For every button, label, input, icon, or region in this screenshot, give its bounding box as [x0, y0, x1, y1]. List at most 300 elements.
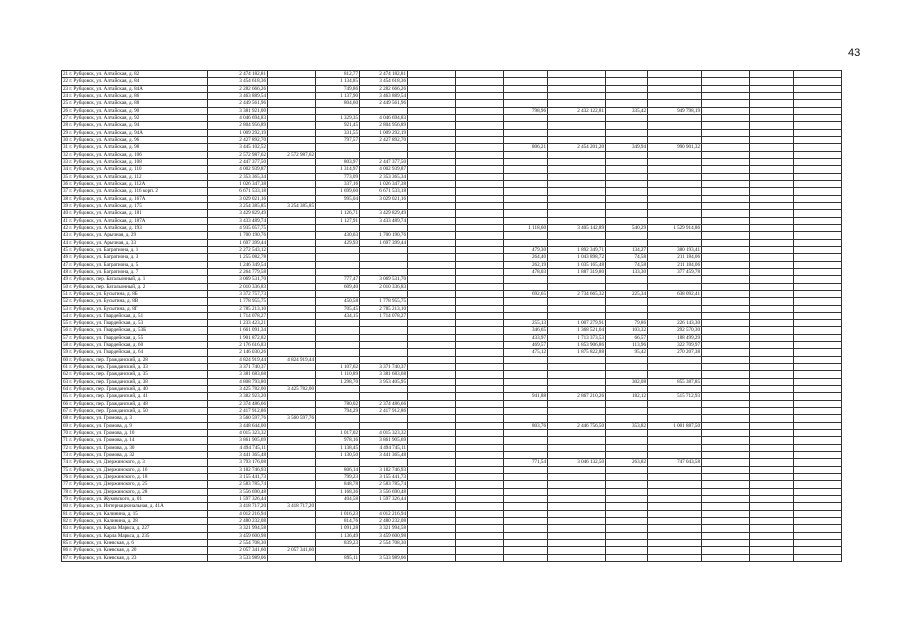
empty-cell: [750, 481, 794, 488]
value-cell: [548, 195, 606, 202]
value-cell: [504, 312, 548, 319]
value-cell: [702, 276, 750, 283]
table-row: [62, 246, 842, 253]
value-cell: [268, 85, 316, 92]
value-cell: [360, 261, 408, 268]
empty-cell: [750, 224, 794, 231]
empty-cell: [794, 158, 842, 165]
value-cell: [408, 246, 456, 253]
value-cell: [606, 92, 648, 99]
table-row: [62, 290, 842, 297]
empty-cell: [794, 349, 842, 356]
value-cell: 3 463 889,54: [208, 92, 268, 99]
value-cell: [268, 268, 316, 275]
table-row: [62, 239, 842, 246]
empty-cell: [794, 320, 842, 327]
value-cell: [648, 400, 702, 407]
value-cell: [456, 78, 504, 85]
value-cell: 515 712,93: [648, 393, 702, 400]
value-cell: [504, 547, 548, 554]
value-cell: [408, 261, 456, 268]
value-cell: 3 429 829,49: [360, 210, 408, 217]
value-cell: [504, 364, 548, 371]
value-cell: [456, 195, 504, 202]
value-cell: 1 001 887,50: [648, 422, 702, 429]
table-row: [62, 122, 842, 129]
table-row: [62, 342, 842, 349]
value-cell: [648, 180, 702, 187]
address-cell: 77 г. Рубцовск, ул. Дзержинского, д. 25: [62, 481, 208, 488]
value-cell: 2 417 912,86: [360, 408, 408, 415]
value-cell: [408, 444, 456, 451]
value-cell: [606, 415, 648, 422]
value-cell: [702, 312, 750, 319]
value-cell: 3 069 531,70: [208, 276, 268, 283]
table-row: [62, 173, 842, 180]
value-cell: [268, 92, 316, 99]
value-cell: [606, 371, 648, 378]
value-cell: [548, 415, 606, 422]
value-cell: 3 448 644,00: [208, 422, 268, 429]
value-cell: 941,88: [504, 393, 548, 400]
value-cell: [504, 239, 548, 246]
value-cell: [456, 210, 504, 217]
value-cell: [548, 283, 606, 290]
value-cell: 1 529 914,86: [648, 224, 702, 231]
value-cell: [504, 554, 548, 561]
value-cell: 434,15: [316, 312, 360, 319]
value-cell: [702, 452, 750, 459]
value-cell: 1 713 373,53: [548, 334, 606, 341]
value-cell: [408, 371, 456, 378]
value-cell: 322 709,97: [648, 342, 702, 349]
value-cell: [456, 239, 504, 246]
value-cell: [456, 378, 504, 385]
value-cell: 1 118,60: [504, 224, 548, 231]
table-row: [62, 320, 842, 327]
value-cell: [456, 107, 504, 114]
value-cell: 2 449 561,96: [208, 100, 268, 107]
value-cell: 3 254 385,85: [208, 202, 268, 209]
address-cell: 21 г. Рубцовск, ул. Алтайская, д. 82: [62, 71, 208, 78]
value-cell: [504, 356, 548, 363]
empty-cell: [750, 378, 794, 385]
value-cell: [702, 408, 750, 415]
value-cell: [606, 136, 648, 143]
table-row: [62, 364, 842, 371]
address-cell: 86 г. Рубцовск, ул. Киевская, д. 20: [62, 547, 208, 554]
value-cell: [548, 92, 606, 99]
value-cell: [408, 151, 456, 158]
value-cell: [606, 151, 648, 158]
value-cell: [316, 144, 360, 151]
value-cell: [504, 525, 548, 532]
value-cell: 3 182 746,93: [360, 466, 408, 473]
value-cell: [702, 422, 750, 429]
value-cell: [408, 452, 456, 459]
value-cell: [456, 217, 504, 224]
value-cell: [606, 180, 648, 187]
value-cell: [408, 166, 456, 173]
value-cell: 74,58: [606, 261, 648, 268]
value-cell: 2 432 122,81: [548, 107, 606, 114]
value-cell: [456, 261, 504, 268]
value-cell: [268, 422, 316, 429]
value-cell: [408, 554, 456, 561]
value-cell: [408, 356, 456, 363]
value-cell: [606, 444, 648, 451]
address-cell: 34 г. Рубцовск, ул. Алтайская, д. 110: [62, 166, 208, 173]
value-cell: [548, 129, 606, 136]
address-cell: 67 г. Рубцовск, пер. Гражданский, д. 50: [62, 408, 208, 415]
value-cell: [408, 510, 456, 517]
value-cell: [408, 320, 456, 327]
value-cell: [408, 210, 456, 217]
value-cell: [606, 298, 648, 305]
value-cell: 3 155 441,73: [208, 474, 268, 481]
table-row: [62, 378, 842, 385]
value-cell: 1 017,02: [316, 430, 360, 437]
table-row: [62, 474, 842, 481]
value-cell: [504, 92, 548, 99]
value-cell: [456, 554, 504, 561]
value-cell: [648, 276, 702, 283]
value-cell: [268, 195, 316, 202]
value-cell: [456, 268, 504, 275]
value-cell: 4 012 216,94: [360, 510, 408, 517]
value-cell: 3 321 994,58: [360, 525, 408, 532]
value-cell: [456, 232, 504, 239]
empty-cell: [794, 532, 842, 539]
value-cell: [408, 334, 456, 341]
value-cell: [360, 547, 408, 554]
value-cell: [268, 261, 316, 268]
table-row: [62, 100, 842, 107]
value-cell: 814,76: [316, 518, 360, 525]
value-cell: [456, 122, 504, 129]
value-cell: 226 143,30: [648, 320, 702, 327]
value-cell: [408, 239, 456, 246]
value-cell: [316, 334, 360, 341]
value-cell: [606, 100, 648, 107]
value-cell: [702, 129, 750, 136]
value-cell: 6 671 533,18: [208, 188, 268, 195]
value-cell: 3 381 921,00: [208, 107, 268, 114]
value-cell: [408, 173, 456, 180]
address-cell: 84 г. Рубцовск, ул. Карла Маркса, д. 235: [62, 532, 208, 539]
value-cell: [606, 85, 648, 92]
value-cell: [268, 224, 316, 231]
value-cell: 3 556 690,48: [360, 488, 408, 495]
value-cell: 1 009 292,19: [360, 129, 408, 136]
value-cell: [648, 78, 702, 85]
value-cell: [268, 217, 316, 224]
value-cell: 3 533 989,06: [360, 554, 408, 561]
value-cell: [702, 349, 750, 356]
empty-cell: [794, 122, 842, 129]
value-cell: [504, 378, 548, 385]
value-cell: [268, 393, 316, 400]
value-cell: [316, 327, 360, 334]
empty-cell: [750, 349, 794, 356]
address-cell: 58 г. Рубцовск, ул. Гвардейская, д. 60: [62, 342, 208, 349]
value-cell: [548, 518, 606, 525]
value-cell: [702, 92, 750, 99]
value-cell: 264,40: [504, 254, 548, 261]
value-cell: 3 046 132,50: [548, 459, 606, 466]
empty-cell: [794, 474, 842, 481]
value-cell: 2 146 030,26: [208, 349, 268, 356]
table-row: [62, 217, 842, 224]
value-cell: 263,82: [606, 459, 648, 466]
value-cell: [456, 400, 504, 407]
empty-cell: [750, 78, 794, 85]
value-cell: [606, 452, 648, 459]
register-table: [61, 70, 842, 562]
value-cell: [702, 437, 750, 444]
address-cell: 56 г. Рубцовск, ул. Гвардейская, д. 53Б: [62, 327, 208, 334]
value-cell: [408, 136, 456, 143]
value-cell: [702, 166, 750, 173]
value-cell: [456, 474, 504, 481]
value-cell: 1 138,45: [316, 444, 360, 451]
value-cell: [408, 518, 456, 525]
value-cell: 1 255 082,78: [208, 254, 268, 261]
value-cell: [408, 547, 456, 554]
value-cell: 1 597 326,44: [208, 496, 268, 503]
empty-cell: [794, 415, 842, 422]
address-cell: 61 г. Рубцовск, пер. Гражданский, д. 33: [62, 364, 208, 371]
value-cell: [408, 503, 456, 510]
value-cell: 3 029 021,16: [360, 195, 408, 202]
value-cell: [408, 71, 456, 78]
value-cell: [648, 122, 702, 129]
value-cell: [702, 151, 750, 158]
value-cell: [456, 444, 504, 451]
value-cell: [548, 466, 606, 473]
table-row: [62, 540, 842, 547]
value-cell: 895,11: [316, 554, 360, 561]
value-cell: [504, 510, 548, 517]
value-cell: [702, 122, 750, 129]
value-cell: [548, 496, 606, 503]
value-cell: 4 046 694,83: [360, 114, 408, 121]
empty-cell: [794, 173, 842, 180]
value-cell: 3 425 782,00: [208, 386, 268, 393]
value-cell: 803,97: [316, 158, 360, 165]
value-cell: [606, 305, 648, 312]
value-cell: [456, 202, 504, 209]
value-cell: 1 329,35: [316, 114, 360, 121]
value-cell: 211 184,06: [648, 261, 702, 268]
value-cell: [456, 356, 504, 363]
value-cell: [408, 122, 456, 129]
value-cell: [702, 210, 750, 217]
value-cell: 2 480 232,08: [208, 518, 268, 525]
value-cell: 211 184,06: [648, 254, 702, 261]
address-cell: 81 г. Рубцовск, ул. Калинина, д. 15: [62, 510, 208, 517]
empty-cell: [750, 114, 794, 121]
value-cell: [548, 503, 606, 510]
empty-cell: [794, 166, 842, 173]
empty-cell: [794, 466, 842, 473]
empty-cell: [794, 114, 842, 121]
address-cell: 45 г. Рубцовск, ул. Багратиона, д. 1: [62, 246, 208, 253]
value-cell: [408, 540, 456, 547]
value-cell: 3 372 757,73: [208, 290, 268, 297]
value-cell: 225,34: [606, 290, 648, 297]
value-cell: [408, 525, 456, 532]
value-cell: 4 824 919,44: [268, 356, 316, 363]
value-cell: [702, 85, 750, 92]
value-cell: [316, 459, 360, 466]
value-cell: 1 697 399,44: [360, 239, 408, 246]
table-row: [62, 268, 842, 275]
value-cell: 74,58: [606, 254, 648, 261]
value-cell: 3 454 618,36: [360, 78, 408, 85]
value-cell: [408, 283, 456, 290]
value-cell: 270 207,38: [648, 349, 702, 356]
value-cell: 4 808 793,80: [208, 378, 268, 385]
value-cell: 3 441 365,48: [360, 452, 408, 459]
value-cell: [408, 232, 456, 239]
address-cell: 27 г. Рубцовск, ул. Алтайская, д. 92: [62, 114, 208, 121]
value-cell: 2 264 779,58: [208, 268, 268, 275]
value-cell: [268, 496, 316, 503]
value-cell: 2 734 665,32: [548, 290, 606, 297]
value-cell: [456, 547, 504, 554]
empty-cell: [750, 173, 794, 180]
address-cell: 47 г. Рубцовск, ул. Багратиона, д. 5: [62, 261, 208, 268]
value-cell: [504, 474, 548, 481]
value-cell: [504, 217, 548, 224]
value-cell: 1 126,71: [316, 210, 360, 217]
value-cell: 4 824 919,44: [208, 356, 268, 363]
value-cell: [606, 437, 648, 444]
value-cell: [548, 474, 606, 481]
value-cell: 1 110,89: [316, 371, 360, 378]
value-cell: [456, 254, 504, 261]
value-cell: 377 459,78: [648, 268, 702, 275]
value-cell: 1 778 955,75: [208, 298, 268, 305]
value-cell: 335,42: [606, 107, 648, 114]
empty-cell: [750, 195, 794, 202]
value-cell: 331,55: [316, 129, 360, 136]
value-cell: 949 798,19: [648, 107, 702, 114]
table-row: [62, 430, 842, 437]
address-cell: 85 г. Рубцовск, ул. Киевская, д. 6: [62, 540, 208, 547]
value-cell: 609,40: [316, 283, 360, 290]
value-cell: 3 560 597,76: [208, 415, 268, 422]
value-cell: [268, 444, 316, 451]
value-cell: 1 700 190,76: [208, 232, 268, 239]
empty-cell: [750, 496, 794, 503]
value-cell: [268, 525, 316, 532]
value-cell: [456, 320, 504, 327]
value-cell: [606, 510, 648, 517]
empty-cell: [794, 371, 842, 378]
value-cell: [548, 136, 606, 143]
value-cell: [702, 261, 750, 268]
empty-cell: [794, 327, 842, 334]
empty-cell: [750, 415, 794, 422]
value-cell: 337,16: [316, 180, 360, 187]
value-cell: [504, 503, 548, 510]
table-row: [62, 114, 842, 121]
empty-cell: [750, 85, 794, 92]
empty-cell: [794, 144, 842, 151]
value-cell: [548, 371, 606, 378]
table-row: [62, 554, 842, 561]
value-cell: [268, 510, 316, 517]
value-cell: [268, 276, 316, 283]
value-cell: [504, 540, 548, 547]
value-cell: [648, 232, 702, 239]
address-cell: 52 г. Рубцовск, ул. Бусыгина, д. 8В: [62, 298, 208, 305]
empty-cell: [750, 92, 794, 99]
address-cell: 35 г. Рубцовск, ул. Алтайская, д. 112: [62, 173, 208, 180]
value-cell: [504, 210, 548, 217]
value-cell: 1 892 349,71: [548, 246, 606, 253]
value-cell: [648, 466, 702, 473]
address-cell: 79 г. Рубцовск, ул. Жуковского, д. 01: [62, 496, 208, 503]
value-cell: 747 043,58: [648, 459, 702, 466]
value-cell: [504, 188, 548, 195]
empty-cell: [794, 378, 842, 385]
empty-cell: [794, 71, 842, 78]
value-cell: [504, 488, 548, 495]
value-cell: 1 009 292,19: [208, 129, 268, 136]
empty-cell: [750, 408, 794, 415]
value-cell: [548, 364, 606, 371]
value-cell: 3 155 441,73: [360, 474, 408, 481]
value-cell: [606, 202, 648, 209]
value-cell: 692,65: [504, 290, 548, 297]
value-cell: [268, 122, 316, 129]
value-cell: 848,78: [316, 481, 360, 488]
table-row: [62, 415, 842, 422]
empty-cell: [750, 180, 794, 187]
page-number: 43: [848, 47, 861, 59]
value-cell: 95,42: [606, 349, 648, 356]
table-row: [62, 481, 842, 488]
value-cell: 780,02: [316, 400, 360, 407]
value-cell: 2 785 213,10: [360, 305, 408, 312]
table-row: [62, 496, 842, 503]
address-cell: 72 г. Рубцовск, ул. Громова, д. 30: [62, 444, 208, 451]
value-cell: 1 714 078,27: [208, 312, 268, 319]
value-cell: 812,77: [316, 71, 360, 78]
value-cell: 2 583 785,74: [208, 481, 268, 488]
table-row: [62, 188, 842, 195]
value-cell: [408, 312, 456, 319]
value-cell: [504, 444, 548, 451]
address-cell: 66 г. Рубцовск, пер. Гражданский, д. 48: [62, 400, 208, 407]
address-cell: 54 г. Рубцовск, ул. Гвардейская, д. 51: [62, 312, 208, 319]
value-cell: [456, 100, 504, 107]
table-row: [62, 85, 842, 92]
table-row: [62, 92, 842, 99]
value-cell: 346,65: [504, 327, 548, 334]
value-cell: [408, 393, 456, 400]
value-cell: [456, 393, 504, 400]
empty-cell: [794, 334, 842, 341]
value-cell: [456, 166, 504, 173]
value-cell: [408, 85, 456, 92]
address-cell: 23 г. Рубцовск, ул. Алтайская, д. 84А: [62, 85, 208, 92]
address-cell: 29 г. Рубцовск, ул. Алтайская, д. 94А: [62, 129, 208, 136]
value-cell: [606, 283, 648, 290]
